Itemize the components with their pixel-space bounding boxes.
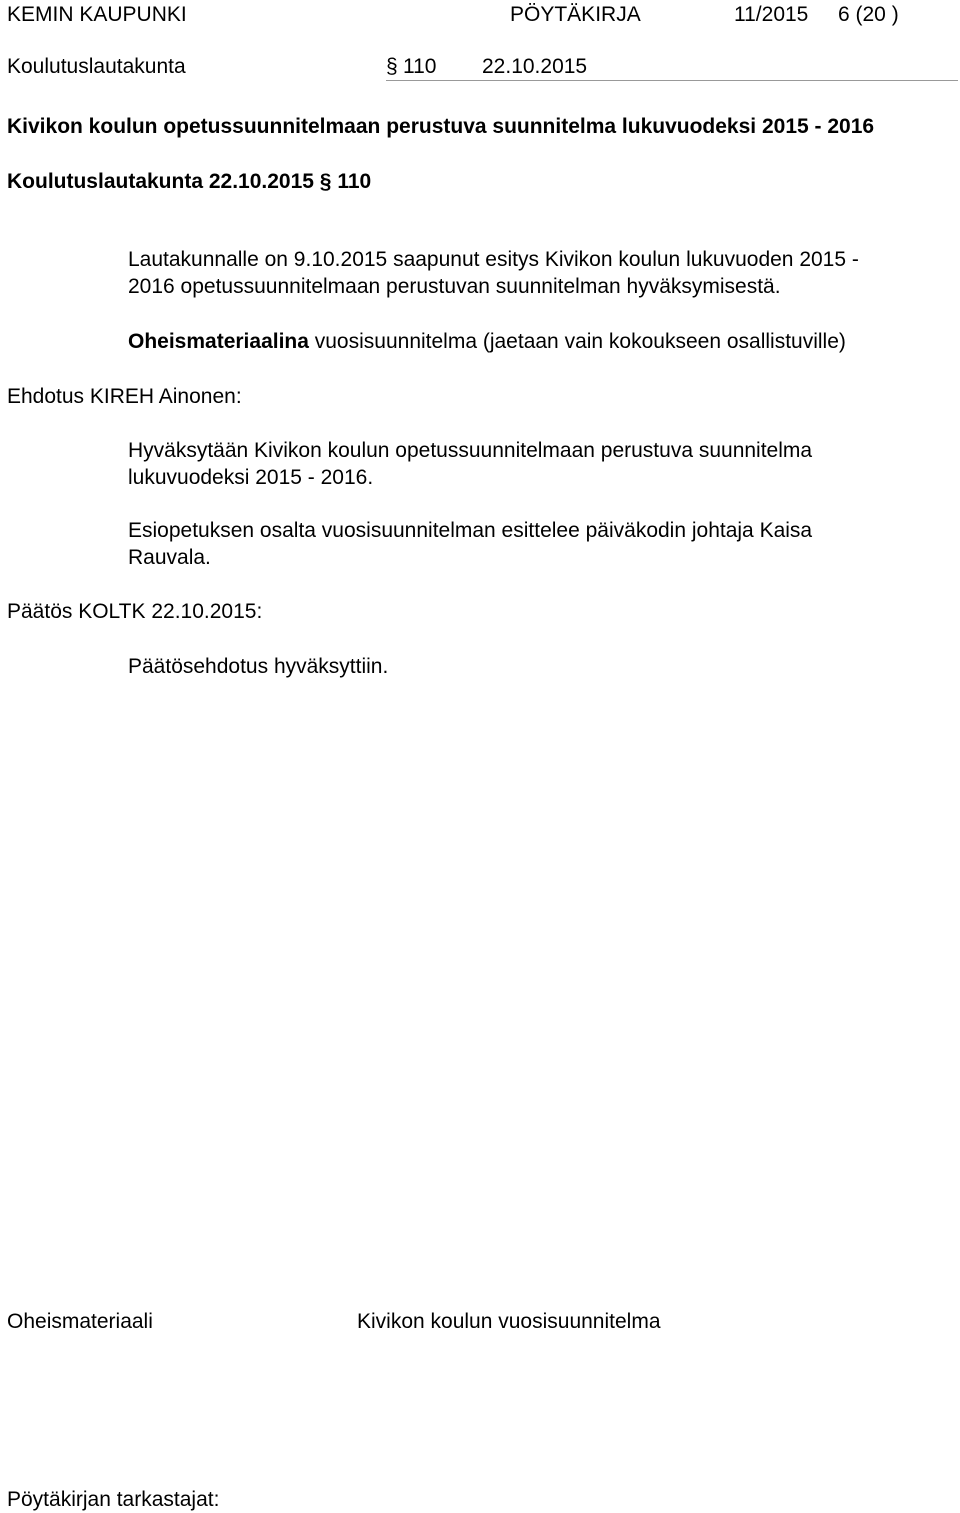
decision-label: Päätös KOLTK 22.10.2015: [7, 600, 263, 623]
attachment-note-bold: Oheismateriaalina [128, 330, 309, 353]
subheading-text: Koulutuslautakunta 22.10.2015 [7, 170, 314, 193]
subheading-section-number: 110 [337, 170, 372, 193]
header-section-number: 110 [403, 55, 437, 78]
header-page-number: 6 (20 ) [838, 3, 899, 26]
header-divider [386, 80, 958, 81]
attachment-note-rest: vuosisuunnitelma (jaetaan vain kokoukseen osallistuville) [308, 330, 846, 353]
header-org: KEMIN KAUPUNKI [7, 3, 187, 26]
footer-attachment-value: Kivikon koulun vuosisuunnitelma [357, 1310, 661, 1333]
header-doc-type: PÖYTÄKIRJA [510, 3, 641, 26]
header-date: 22.10.2015 [482, 55, 588, 78]
intro-line-1: Lautakunnalle on 9.10.2015 saapunut esitys Kivikon koulun lukuvuoden 2015 - [128, 248, 859, 271]
header-doc-number: 11/2015 [734, 3, 809, 26]
document-title: Kivikon koulun opetussuunnitelmaan perustuva suunnitelma lukuvuodeksi 2015 - 2016 [7, 115, 875, 138]
subheading-section-sign: § [319, 170, 332, 193]
header-section-sign: § [386, 55, 398, 78]
decision-text: Päätösehdotus hyväksyttiin. [128, 655, 389, 678]
preschool-line-2: Rauvala. [128, 546, 211, 569]
proposal-label: Ehdotus KIREH Ainonen: [7, 385, 242, 408]
intro-line-2: 2016 opetussuunnitelmaan perustuvan suunnitelman hyväksymisestä. [128, 275, 781, 298]
header-board: Koulutuslautakunta [7, 55, 186, 78]
footer-reviewers-label: Pöytäkirjan tarkastajat: [7, 1488, 220, 1511]
meeting-subheading [7, 168, 371, 195]
preschool-line-1: Esiopetuksen osalta vuosisuunnitelman esittelee päiväkodin johtaja Kaisa [128, 519, 813, 542]
proposal-line-2: lukuvuodeksi 2015 - 2016. [128, 466, 374, 489]
attachment-note [128, 328, 846, 355]
footer-attachment-label: Oheismateriaali [7, 1310, 153, 1333]
proposal-line-1: Hyväksytään Kivikon koulun opetussuunnitelmaan perustuva suunnitelma [128, 439, 813, 462]
